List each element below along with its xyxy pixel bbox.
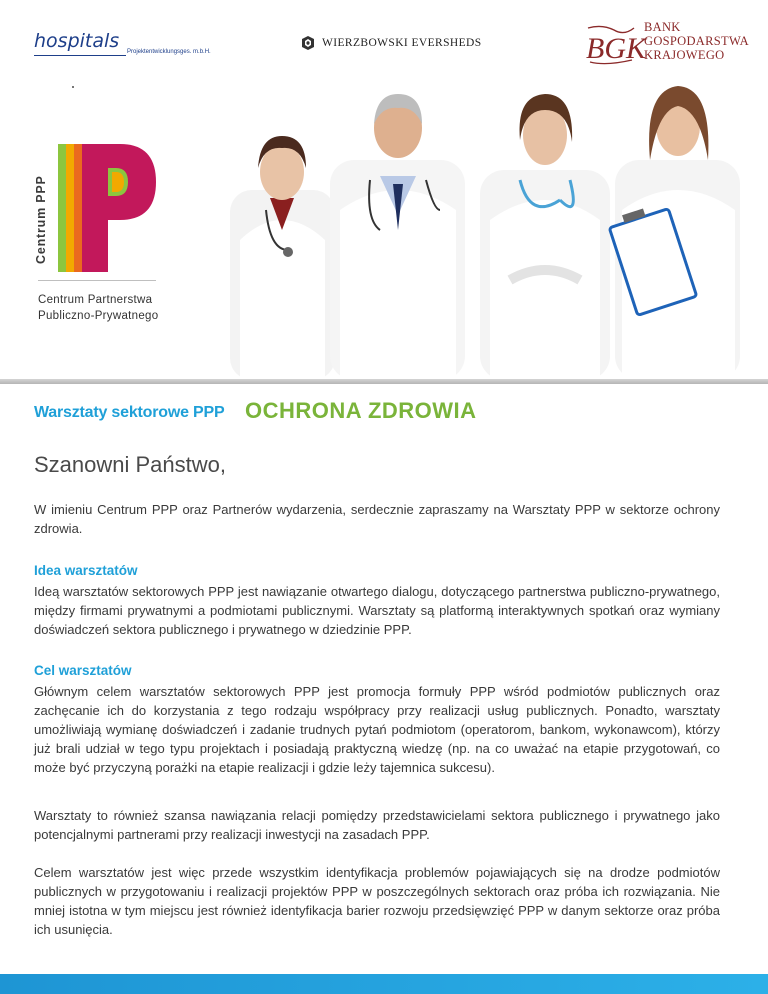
doctor-4-figure <box>609 86 740 380</box>
hospitals-logo <box>30 30 211 60</box>
banner-divider <box>0 379 768 384</box>
stray-dot <box>72 86 74 88</box>
goal-heading: Cel warsztatów <box>34 663 132 678</box>
law-firm-logo <box>300 34 482 52</box>
centrum-ppp-p-logo-icon <box>58 140 158 272</box>
goal-paragraph: Głównym celem warsztatów sektorowych PPP jest promocja formuły PPP wśród podmiotów publicznych oraz zachęcanie ich do korzystania z tego rodzaju współpracy przy realizacji usług publicznych. Ponadto, warsztaty umożliwiają wymianę doświadczeń i zadanie trudnych pytań podmiotom (operatorom, bankom, wykonawcom), którzy już brali udział w tego typu projektach i posiadają praktyczną wiedzę (np. na co uważać na etapie przygotowań, co może być przyczyną porażki na etapie realizacji i gdzie leży tajemnica sukcesu). <box>34 684 720 775</box>
workshop-sector: OCHRONA ZDROWIA <box>245 398 477 423</box>
idea-paragraph: Ideą warsztatów sektorowych PPP jest nawiązanie otwartego dialogu, dotyczącego partnerstwa publiczno-prywatnego, między firmami prywatnymi a podmiotami publicznymi. Warsztaty są platformą interaktywnych spotkań oraz wymiany doświadczeń sektora publicznego i prywatnego w dziedzinie PPP. <box>34 584 720 637</box>
centrum-ppp-vertical-label: Centrum PPP <box>34 175 48 264</box>
law-firm-name: WIERZBOWSKI EVERSHEDS <box>322 37 482 49</box>
hospitals-logo-name: hospitals <box>34 30 120 52</box>
bank-monogram-icon <box>584 22 646 66</box>
relations-paragraph: Warsztaty to również szansa nawiązania relacji pomiędzy przedstawicielami sektora publicznego i prywatnego jako potencjalnymi partnerami przy realizacji inwestycji na zasadach PPP. <box>34 808 720 842</box>
greeting: Szanowni Państwo, <box>34 452 226 477</box>
hospitals-logo-underline <box>34 55 126 56</box>
doctor-3-figure <box>480 94 610 380</box>
centrum-logo-caption <box>38 292 158 324</box>
bank-name-line2: GOSPODARSTWA <box>644 34 750 48</box>
centrum-caption-line2: Publiczno-Prywatnego <box>38 310 159 322</box>
bank-logo <box>584 20 754 72</box>
doctors-photo <box>230 80 740 380</box>
goal2-paragraph: Celem warsztatów jest więc przede wszystkim identyfikacja problemów pojawiających się na drodze podmiotów publicznych w przygotowaniu i realizacji projektów PPP w poszczególnych sektorach oraz próba ich rozwiązania. Nie mniej istotna w tym miejscu jest również identyfikacja barier rozwoju przedsięwzięć PPP w danym sektorze oraz próba ich usunięcia. <box>34 865 720 937</box>
footer-bar <box>0 974 768 994</box>
hospitals-logo-subtitle: Projektentwicklungsges. m.b.H. <box>127 49 211 55</box>
centrum-logo-divider <box>38 280 156 281</box>
svg-text:BGK: BGK <box>586 32 646 65</box>
idea-heading: Idea warsztatów <box>34 563 138 578</box>
bank-name-line1: BANK <box>644 20 681 34</box>
workshop-title: Warsztaty sektorowe PPP <box>34 404 225 421</box>
law-firm-emblem-icon <box>300 35 316 51</box>
intro-paragraph: W imieniu Centrum PPP oraz Partnerów wydarzenia, serdecznie zapraszamy na Warsztaty PPP w sektorze ochrony zdrowia. <box>34 502 720 536</box>
bank-name-line3: KRAJOWEGO <box>644 48 725 62</box>
centrum-caption-line1: Centrum Partnerstwa <box>38 294 153 306</box>
doctor-1-figure <box>230 136 335 380</box>
doctor-2-figure <box>330 94 465 380</box>
